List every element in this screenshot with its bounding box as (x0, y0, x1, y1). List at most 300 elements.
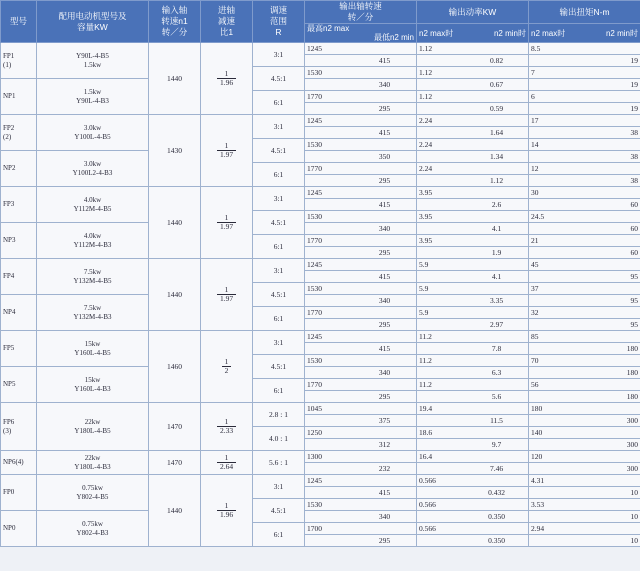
reduction-ratio-cell (201, 331, 253, 403)
motor-cell (37, 151, 149, 187)
torque-min-cell: 60 (529, 199, 640, 211)
speed-min-cell: 415 (305, 343, 417, 355)
ratio-numerator: 1 (217, 454, 236, 463)
speed-min-cell: 415 (305, 55, 417, 67)
torque-min-cell: 180 (529, 367, 640, 379)
header-power-sub (417, 24, 529, 43)
motor-line1: 1.5kw (83, 87, 102, 96)
power-min-cell: 1.34 (417, 151, 529, 163)
ratio-fraction (217, 214, 236, 231)
ratio-denominator: 2.64 (219, 462, 234, 471)
header-output-power: 输出动率KW (417, 1, 529, 24)
header-power-min: n2 min时 (493, 28, 526, 38)
header-range-line3: R (275, 27, 282, 37)
motor-line1: 7.5kw (83, 303, 102, 312)
torque-min-cell: 300 (529, 439, 640, 451)
ratio-denominator: 1.97 (219, 294, 234, 303)
motor-line2: Y100L-4-B5 (74, 132, 111, 141)
speed-min-cell: 340 (305, 295, 417, 307)
torque-max-cell: 30 (529, 187, 640, 199)
power-min-cell: 7.8 (417, 343, 529, 355)
motor-cell (37, 223, 149, 259)
speed-range-cell: 6:1 (253, 91, 305, 115)
model-id-cell (1, 451, 37, 475)
table-row (1, 451, 640, 463)
motor-cell (37, 511, 149, 547)
torque-min-cell: 95 (529, 271, 640, 283)
model-id: NP4 (3, 308, 16, 316)
power-min-cell: 1.9 (417, 247, 529, 259)
speed-min-cell: 295 (305, 103, 417, 115)
ratio-fraction (217, 502, 236, 519)
input-speed-cell: 1440 (149, 187, 201, 259)
torque-max-cell: 37 (529, 283, 640, 295)
speed-min-cell: 340 (305, 367, 417, 379)
input-speed-cell: 1440 (149, 475, 201, 547)
table-row (1, 151, 640, 163)
speed-max-cell: 1530 (305, 499, 417, 511)
torque-min-cell: 300 (529, 463, 640, 475)
model-id-cell (1, 403, 37, 451)
ratio-fraction (217, 142, 236, 159)
table-row (1, 331, 640, 343)
speed-min-cell: 295 (305, 535, 417, 547)
reduction-ratio-cell (201, 187, 253, 259)
speed-range-cell: 6:1 (253, 379, 305, 403)
power-max-cell: 0.566 (417, 475, 529, 487)
header-speed-sub (305, 24, 417, 43)
reduction-ratio-cell (201, 115, 253, 187)
header-reduction-line2: 减速 (217, 16, 235, 26)
header-input-line3: 转／分 (161, 27, 188, 37)
torque-max-cell: 85 (529, 331, 640, 343)
header-input-speed (149, 1, 201, 43)
header-torque-sub (529, 24, 640, 43)
power-min-cell: 5.6 (417, 391, 529, 403)
torque-max-cell: 3.53 (529, 499, 640, 511)
speed-range-cell: 5.6 : 1 (253, 451, 305, 475)
torque-max-cell: 2.94 (529, 523, 640, 535)
model-id: FP3 (3, 200, 15, 208)
speed-min-cell: 295 (305, 247, 417, 259)
motor-line2: Y802-4-B3 (76, 528, 109, 537)
reduction-ratio-cell (201, 475, 253, 547)
power-max-cell: 19.4 (417, 403, 529, 415)
input-speed-cell: 1470 (149, 403, 201, 451)
motor-cell (37, 43, 149, 79)
model-id: NP1 (3, 92, 16, 100)
table-row (1, 115, 640, 127)
motor-line2: Y112M-4-B3 (73, 240, 112, 249)
model-id: FP2 (3, 123, 15, 132)
power-min-cell: 0.67 (417, 79, 529, 91)
power-max-cell: 3.95 (417, 211, 529, 223)
speed-range-cell: 3:1 (253, 115, 305, 139)
power-min-cell: 0.432 (417, 487, 529, 499)
torque-max-cell: 8.5 (529, 43, 640, 55)
model-id: NP3 (3, 236, 16, 244)
input-speed-cell: 1460 (149, 331, 201, 403)
table-row (1, 79, 640, 91)
speed-max-cell: 1245 (305, 115, 417, 127)
speed-max-cell: 1245 (305, 475, 417, 487)
ratio-fraction (222, 358, 232, 375)
speed-range-cell: 6:1 (253, 235, 305, 259)
ratio-numerator: 1 (217, 214, 236, 223)
torque-min-cell: 95 (529, 319, 640, 331)
torque-min-cell: 180 (529, 391, 640, 403)
table-row (1, 223, 640, 235)
speed-range-cell: 6:1 (253, 307, 305, 331)
power-min-cell: 7.46 (417, 463, 529, 475)
motor-line2: Y160L-4-B5 (74, 348, 111, 357)
header-input-line1: 输入轴 (161, 5, 188, 15)
speed-max-cell: 1770 (305, 235, 417, 247)
power-max-cell: 2.24 (417, 115, 529, 127)
ratio-numerator: 1 (217, 502, 236, 511)
input-speed-cell: 1470 (149, 451, 201, 475)
motor-line1: Y90L-4-B5 (76, 51, 109, 60)
header-speed-min: 最低n2 min (373, 33, 414, 42)
torque-min-cell: 38 (529, 151, 640, 163)
model-id-sub: (3) (3, 426, 12, 435)
ratio-denominator: 1.96 (219, 78, 234, 87)
motor-line1: 22kw (84, 453, 101, 462)
speed-min-cell: 295 (305, 175, 417, 187)
motor-line2: Y180L-4-B5 (74, 426, 111, 435)
speed-range-cell: 6:1 (253, 163, 305, 187)
power-max-cell: 11.2 (417, 331, 529, 343)
header-speed-line2: 转／分 (347, 12, 374, 22)
speed-min-cell: 232 (305, 463, 417, 475)
speed-min-cell: 295 (305, 391, 417, 403)
model-id: NP2 (3, 164, 16, 172)
speed-max-cell: 1530 (305, 211, 417, 223)
model-id: NP5 (3, 380, 16, 388)
power-max-cell: 2.24 (417, 163, 529, 175)
torque-min-cell: 19 (529, 55, 640, 67)
power-min-cell: 2.97 (417, 319, 529, 331)
power-min-cell: 1.12 (417, 175, 529, 187)
table-header (1, 1, 640, 43)
model-id: FP6 (3, 417, 15, 426)
ratio-denominator: 1.97 (219, 222, 234, 231)
speed-max-cell: 1530 (305, 283, 417, 295)
motor-line1: 0.75kw (82, 483, 103, 492)
power-max-cell: 11.2 (417, 379, 529, 391)
table-row (1, 475, 640, 487)
table-row (1, 367, 640, 379)
motor-line1: 4.0kw (83, 195, 102, 204)
speed-max-cell: 1770 (305, 379, 417, 391)
torque-min-cell: 10 (529, 487, 640, 499)
motor-line1: 3.0kw (83, 159, 102, 168)
ratio-numerator: 1 (217, 70, 236, 79)
speed-range-cell: 4.5:1 (253, 139, 305, 163)
motor-line1: 15kw (84, 339, 101, 348)
model-id-cell (1, 331, 37, 367)
torque-max-cell: 6 (529, 91, 640, 103)
model-id: FP1 (3, 51, 15, 60)
reduction-ratio-cell (201, 403, 253, 451)
speed-max-cell: 1250 (305, 427, 417, 439)
speed-min-cell: 295 (305, 319, 417, 331)
model-id-cell (1, 475, 37, 511)
speed-max-cell: 1530 (305, 139, 417, 151)
power-max-cell: 1.12 (417, 67, 529, 79)
motor-line1: 4.0kw (83, 231, 102, 240)
model-id-cell (1, 43, 37, 79)
motor-line2: Y802-4-B5 (76, 492, 109, 501)
torque-max-cell: 21 (529, 235, 640, 247)
header-power-max: n2 max时 (419, 28, 454, 38)
model-id: FP0 (3, 488, 15, 496)
header-speed-max: 最高n2 max (307, 24, 350, 33)
header-output-torque: 输出扭矩N-m (529, 1, 640, 24)
speed-max-cell: 1770 (305, 163, 417, 175)
ratio-numerator: 1 (217, 142, 236, 151)
speed-range-cell: 6:1 (253, 523, 305, 547)
power-min-cell: 0.350 (417, 535, 529, 547)
reduction-ratio-cell (201, 451, 253, 475)
model-id-cell (1, 115, 37, 151)
speed-range-cell: 4.5:1 (253, 283, 305, 307)
model-id-cell (1, 259, 37, 295)
ratio-fraction (217, 70, 236, 87)
motor-line2: Y90L-4-B3 (76, 96, 109, 105)
power-max-cell: 1.12 (417, 43, 529, 55)
torque-max-cell: 14 (529, 139, 640, 151)
power-max-cell: 2.24 (417, 139, 529, 151)
model-id-cell (1, 187, 37, 223)
header-torque-max: n2 max时 (531, 28, 566, 38)
table-row (1, 403, 640, 415)
speed-max-cell: 1245 (305, 43, 417, 55)
header-input-line2: 转速n1 (161, 16, 188, 26)
model-id-cell (1, 151, 37, 187)
torque-max-cell: 32 (529, 307, 640, 319)
speed-range-cell: 3:1 (253, 259, 305, 283)
ratio-numerator: 1 (222, 358, 232, 367)
header-reduction-ratio (201, 1, 253, 43)
torque-max-cell: 7 (529, 67, 640, 79)
header-range-line1: 调速 (269, 5, 287, 15)
speed-range-cell: 3:1 (253, 475, 305, 499)
motor-cell (37, 367, 149, 403)
torque-max-cell: 45 (529, 259, 640, 271)
power-max-cell: 11.2 (417, 355, 529, 367)
motor-line1: 7.5kw (83, 267, 102, 276)
ratio-numerator: 1 (217, 418, 236, 427)
header-reduction-line3: 比1 (219, 27, 234, 37)
motor-cell (37, 187, 149, 223)
motor-line1: 22kw (84, 417, 101, 426)
model-id: NP0 (3, 524, 16, 532)
speed-max-cell: 1045 (305, 403, 417, 415)
motor-line2: Y100L2-4-B3 (72, 168, 113, 177)
speed-max-cell: 1700 (305, 523, 417, 535)
power-min-cell: 11.5 (417, 415, 529, 427)
motor-line2: 1.5kw (83, 60, 102, 69)
motor-line1: 15kw (84, 375, 101, 384)
model-id-sub: (1) (3, 60, 12, 69)
header-motor (37, 1, 149, 43)
speed-range-cell: 2.8 : 1 (253, 403, 305, 427)
motor-cell (37, 331, 149, 367)
power-max-cell: 0.566 (417, 499, 529, 511)
motor-line2: Y132M-4-B5 (73, 276, 112, 285)
torque-max-cell: 70 (529, 355, 640, 367)
speed-max-cell: 1245 (305, 259, 417, 271)
ratio-denominator: 1.96 (219, 510, 234, 519)
speed-range-cell: 4.5:1 (253, 499, 305, 523)
torque-min-cell: 60 (529, 247, 640, 259)
table-body (1, 43, 640, 547)
speed-range-cell: 4.5:1 (253, 67, 305, 91)
header-speed-range (253, 1, 305, 43)
speed-min-cell: 312 (305, 439, 417, 451)
power-max-cell: 1.12 (417, 91, 529, 103)
power-min-cell: 0.59 (417, 103, 529, 115)
speed-max-cell: 1770 (305, 307, 417, 319)
header-output-speed (305, 1, 417, 24)
reduction-ratio-cell (201, 259, 253, 331)
motor-cell (37, 475, 149, 511)
model-id-cell (1, 79, 37, 115)
speed-min-cell: 375 (305, 415, 417, 427)
motor-line1: 3.0kw (83, 123, 102, 132)
speed-min-cell: 340 (305, 511, 417, 523)
speed-max-cell: 1770 (305, 91, 417, 103)
power-min-cell: 0.350 (417, 511, 529, 523)
model-id: FP5 (3, 344, 15, 352)
header-motor-line2: 容量KW (77, 21, 108, 32)
model-id-cell (1, 223, 37, 259)
power-max-cell: 0.566 (417, 523, 529, 535)
motor-cell (37, 259, 149, 295)
model-id: NP6(4) (3, 458, 24, 466)
header-reduction-line1: 进轴 (217, 5, 235, 15)
speed-range-cell: 3:1 (253, 43, 305, 67)
table-row (1, 187, 640, 199)
motor-line2: Y132M-4-B3 (73, 312, 112, 321)
power-max-cell: 3.95 (417, 235, 529, 247)
torque-max-cell: 140 (529, 427, 640, 439)
speed-max-cell: 1530 (305, 67, 417, 79)
speed-min-cell: 415 (305, 127, 417, 139)
speed-max-cell: 1530 (305, 355, 417, 367)
reduction-ratio-cell (201, 43, 253, 115)
torque-min-cell: 10 (529, 535, 640, 547)
speed-range-cell: 4.0 : 1 (253, 427, 305, 451)
speed-max-cell: 1300 (305, 451, 417, 463)
input-speed-cell: 1440 (149, 43, 201, 115)
torque-max-cell: 120 (529, 451, 640, 463)
motor-cell (37, 295, 149, 331)
motor-cell (37, 403, 149, 451)
torque-max-cell: 4.31 (529, 475, 640, 487)
torque-max-cell: 24.5 (529, 211, 640, 223)
ratio-fraction (217, 454, 236, 471)
power-max-cell: 18.6 (417, 427, 529, 439)
power-min-cell: 4.1 (417, 223, 529, 235)
motor-cell (37, 79, 149, 115)
power-max-cell: 5.9 (417, 259, 529, 271)
input-speed-cell: 1430 (149, 115, 201, 187)
table-row (1, 259, 640, 271)
speed-min-cell: 340 (305, 79, 417, 91)
power-max-cell: 5.9 (417, 283, 529, 295)
motor-line2: Y112M-4-B5 (73, 204, 112, 213)
header-range-line2: 范围 (269, 16, 287, 26)
torque-min-cell: 60 (529, 223, 640, 235)
speed-min-cell: 415 (305, 487, 417, 499)
power-max-cell: 5.9 (417, 307, 529, 319)
table-row (1, 295, 640, 307)
torque-max-cell: 180 (529, 403, 640, 415)
speed-min-cell: 350 (305, 151, 417, 163)
power-min-cell: 0.82 (417, 55, 529, 67)
power-max-cell: 3.95 (417, 187, 529, 199)
model-id-cell (1, 367, 37, 403)
table-row (1, 511, 640, 523)
input-speed-cell: 1440 (149, 259, 201, 331)
model-id-cell (1, 295, 37, 331)
ratio-fraction (217, 418, 236, 435)
torque-max-cell: 17 (529, 115, 640, 127)
speed-range-cell: 4.5:1 (253, 355, 305, 379)
motor-cell (37, 451, 149, 475)
speed-min-cell: 340 (305, 223, 417, 235)
power-min-cell: 6.3 (417, 367, 529, 379)
motor-cell (37, 115, 149, 151)
torque-min-cell: 10 (529, 511, 640, 523)
header-model: 型号 (1, 1, 37, 43)
speed-range-cell: 3:1 (253, 331, 305, 355)
power-min-cell: 2.6 (417, 199, 529, 211)
torque-min-cell: 19 (529, 103, 640, 115)
speed-min-cell: 415 (305, 271, 417, 283)
power-min-cell: 3.35 (417, 295, 529, 307)
model-id-sub: (2) (3, 132, 12, 141)
ratio-fraction (217, 286, 236, 303)
torque-min-cell: 38 (529, 127, 640, 139)
torque-min-cell: 38 (529, 175, 640, 187)
ratio-denominator: 2 (224, 366, 229, 375)
speed-range-cell: 3:1 (253, 187, 305, 211)
torque-max-cell: 56 (529, 379, 640, 391)
speed-range-cell: 4.5:1 (253, 211, 305, 235)
torque-max-cell: 12 (529, 163, 640, 175)
speed-max-cell: 1245 (305, 187, 417, 199)
torque-min-cell: 180 (529, 343, 640, 355)
speed-max-cell: 1245 (305, 331, 417, 343)
torque-min-cell: 95 (529, 295, 640, 307)
ratio-numerator: 1 (217, 286, 236, 295)
motor-line1: 0.75kw (82, 519, 103, 528)
ratio-denominator: 2.33 (219, 426, 234, 435)
speed-min-cell: 415 (305, 199, 417, 211)
torque-min-cell: 19 (529, 79, 640, 91)
motor-line2: Y180L-4-B3 (74, 462, 111, 471)
power-max-cell: 16.4 (417, 451, 529, 463)
model-id-cell (1, 511, 37, 547)
model-id: FP4 (3, 272, 15, 280)
table-row (1, 43, 640, 55)
ratio-denominator: 1.97 (219, 150, 234, 159)
header-speed-line1: 输出轴转速 (339, 1, 382, 11)
header-motor-line1: 配用电动机型号及 (58, 10, 127, 21)
